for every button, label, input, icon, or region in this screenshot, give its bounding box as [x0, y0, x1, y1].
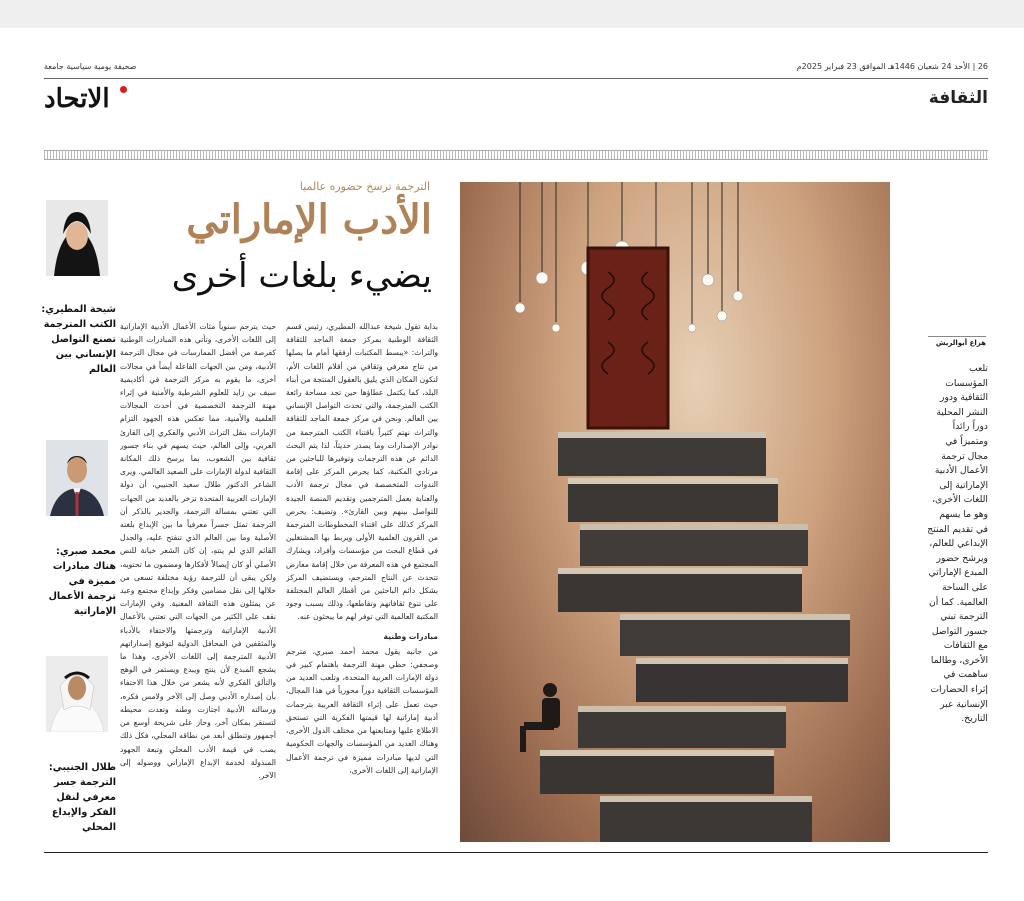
column-text: حيث يترجم سنوياً مئات الأعمال الأدبية الإماراتية إلى اللغات الأخرى، وتأتي هذه المبادرات الوطنية كفرصة من أفضل الممارسات في مجال الترجمة الأدبية، ومن بين الجهات الفاعلة أيضاً في مجالات أخرى، ما يقوم به مركز الترجمة في أكاديمية سيف بن زايد للعلوم الشرطية والأمنية في إثراء مهنة الترجمة التخصصية في أحدث المجالات العلمية والأمنية، مما تعكس هذه الجهود التزام الإمارات بنقل التراث الأدبي والفكري إلى القارئ العربي، وإلى العالم، حيث يسهم في بناء جسور ثقافية بين الشعوب، بما يرسخ ذلك المكانة الثقافية لدولة الإمارات على الصعيد العالمي. ويرى الشاعر الدكتور طلال سعيد الجنيبي، أن دولة الإمارات العربية المتحدة تزخر بالعديد من الجهات التي تعتني بمسالة الترجمة، والجدير بالذكر أن الترجمة تمثل جسراً معرفياً ما بين الإبداع بلغته الأصلية وما بين العالم الذي تنفتح عليه، والجدل القائم الذي لم ينتهِ، إن كان الشعر خيانة للنص الأصلي أو كان إيصالاً لأفكارها ومضمون ما تحتويه، ولكن يبقى أن للترجمة رؤية مختلفة تسعى من خلالها إلى نقل مضامين وفكر وإبداع مجتمع وعبد عن يمثلون هذه الثقافة المعنية. وفي الإمارات نقف على الكثير من الجهات التي تعتني بالأعمال الأدبية الإماراتية وترجمتها والاحتفاء بالأدباء والمثقفين في المحافل الدولية لتوقيع إصداراتهم الأدبية المترجمة إلى اللغات الأخرى، وهذا ما يشجع المبدع لأن ينتج ويبدع ويستمر في الوهج والتألق الفكري لأنه يشعر من خلال هذا الاحتفاء بأن إصداره الأدبي وصل إلى الآخر ولامس فكره، ورسالته الأدبية اجتازت وطنه وتعدت محيطه لتستقر بمكان آخر، وحاز على شريحة أوسع من أجمهور وتنطلق أبعد من نطاقه المحلي، فكل ذلك يصب في قيمة الأدب المحلي وتبعة الجهود المبذولة لخدمة الإبداع الإماراتي ووصوله إلى الآخر. — [120, 322, 276, 780]
portrait-photo — [46, 200, 108, 276]
page-bottom-rule — [44, 852, 988, 853]
sidebar-quote: محمد صبري: هناك مبادرات مميزة في ترجمة الأعمال الإماراتية — [48, 546, 116, 617]
logo-dot-icon — [120, 86, 127, 93]
column-text: من جانبه يقول محمد أحمد صبري، مترجم وصحفي: حظي مهنة الترجمة باهتمام كبير في دولة الإمارات العربية المتحدة، وتلعب العديد من المؤسسات الثقافية دوراً محورياً في هذا المجال، حيث تعمل على إثراء الثقافة العربية بترجمات أدبية إماراتية لها قيمتها الفكرية التي تستحق الاطلاع عليها ومتابعتها من مختلف الدول الأخرى، وهناك العديد من المؤسسات والجهات الحكومية التي لديها مبادرات مميزة في ترجمة الأعمال الإماراتية إلى اللغات الأخرى، — [286, 646, 438, 775]
article-title-line2: يضيء بلغات أخرى — [171, 256, 432, 296]
book-stack — [540, 432, 850, 842]
article-byline: هزاع أبوالريش — [928, 336, 986, 347]
paper-tagline: صحيفة يومية سياسية جامعة — [44, 62, 137, 71]
header-rule — [44, 78, 988, 79]
page-header-row — [44, 62, 988, 76]
section-title: الثقافة — [928, 88, 988, 108]
books-stairs-illustration — [460, 182, 890, 842]
article-column-left — [120, 320, 276, 850]
article-kicker: الترجمة ترسخ حضوره عالميا — [299, 180, 430, 193]
article-intro: تلعب المؤسسات الثقافية ودور النشر المحلية دوراً رائداً ومتميزاً في مجال ترجمة الأعمال الأدبية الإماراتية إلى اللغات الأخرى، وهو ما يسهم في تقديم المنتج الإبداعي للعالم، ويرشح حضور المبدع الإماراتي على الساحة العالمية. كما أن الترجمة تبني جسور التواصل مع الثقافات الأخرى، وطالما ساهمت في إثراء الحضارات الإنسانية عبر التاريخ. — [927, 363, 988, 725]
date-line: 26 | الأحد 24 شعبان 1446هـ الموافق 23 فبراير 2025م — [796, 62, 988, 71]
portrait-photo — [46, 440, 108, 516]
section-divider — [44, 150, 988, 160]
seated-figure — [520, 683, 560, 752]
article-title-line1: الأدب الإماراتي — [186, 196, 432, 243]
logo-text: الاتحاد — [44, 84, 110, 114]
column-text: بداية تقول شيخة عبدالله المطيري، رئيس قسم الثقافة الوطنية بمركز جمعة الماجد للثقافة والتراث: «يبسط المكتبات أرفقها أمام ما يصلها من نتاج معرفي وثقافي من أقلام اللغات الأم، لتكون المكان الذي يليق بالعقول المنتجة من أبناء البلد، كما يكتمل عطاؤها حين تجد مساحة رائعة الكتب المترجمة، والتي تحدث التواصل الإنساني بين العالم. ونحن في مركز جمعة الماجد للثقافة والتراث نهتم كثيراً باقتناء الكتب المترجمة من نوادر الإصدارات وما يصدر حديثاً، لذا يتم البحث الدائم عن هذه الترجمات وتوفيرها للباحثين من مرتادي المكتبة، كما يحرص المركز على إقامة الندوات المتخصصة في مجال ترجمة الأدب والعناية بعمل المترجمين وتقديم المنصة الجيدة للتواصل بينهم وبين القارئ». وتضيف: يحرص المركز كذلك على اقتناء المخطوطات المترجمة من القرون العلمية الأولى ويربط بها المشتغلين في قطاع البحث من مؤسسات وأفراد، ويشارك المجتمع في هذه المعرفة من خلال إقامة معارض تتحدث عن النتاج المترجم، ويستضيف المركز بشكل دائم الباحثين من أقطار العالم المختلفة على تنوع ثقافاتهم وتقاطعها، وذلك بسبب وجود المكتبة العالمية التي توفر لهم ما يبحثون عنه. — [286, 322, 438, 622]
sidebar-quote: شيخة المطيري: الكتب المترجمة تصنع التواصل الإنساني بين العالم — [41, 304, 116, 375]
article-illustration — [460, 182, 890, 842]
sidebar-quote: طلال الجنيبي: الترجمة جسر معرفي لنقل الفكر والإبداع المحلي — [48, 762, 116, 833]
portrait-photo — [46, 656, 108, 732]
column-subheading: مبادرات وطنية — [383, 631, 438, 641]
viewer-top-bar — [0, 0, 1024, 29]
article-column-right — [286, 320, 438, 850]
newspaper-logo — [44, 84, 134, 114]
